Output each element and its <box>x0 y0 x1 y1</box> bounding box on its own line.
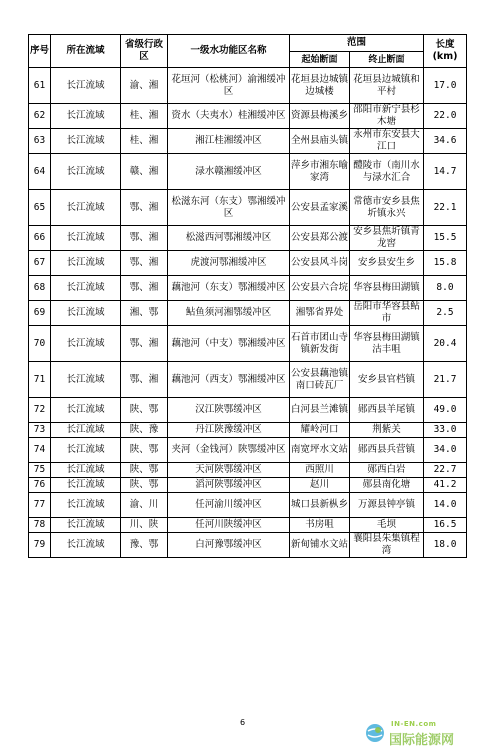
table-row <box>29 226 467 251</box>
cell-basin: 长江流域 <box>51 362 121 398</box>
cell-zone-name: 夹河（金钱河）陕鄂缓冲区 <box>168 438 290 463</box>
cell-length: 22.0 <box>424 104 467 129</box>
cell-no: 66 <box>29 226 51 251</box>
watermark-url: IN-EN.com <box>391 720 437 728</box>
header-start-section: 起始断面 <box>290 52 350 68</box>
cell-zone-name: 滔河陕鄂缓冲区 <box>168 478 290 493</box>
cell-no: 63 <box>29 129 51 154</box>
table-row <box>29 493 467 518</box>
cell-province: 陕、豫 <box>121 423 168 438</box>
cell-start-section: 书房咀 <box>290 518 350 533</box>
cell-no: 62 <box>29 104 51 129</box>
cell-zone-name: 资水（夫夷水）桂湘缓冲区 <box>168 104 290 129</box>
cell-province: 鄂、湘 <box>121 276 168 301</box>
cell-length: 20.4 <box>424 326 467 362</box>
cell-end-section: 花垣县边城镇和平村 <box>350 68 424 104</box>
header-province: 省级行政区 <box>121 35 168 68</box>
cell-no: 77 <box>29 493 51 518</box>
cell-end-section: 永州市东安县大江口 <box>350 129 424 154</box>
water-function-zone-table <box>28 34 467 558</box>
cell-end-section: 郧西县羊尾镇 <box>350 398 424 423</box>
cell-basin: 长江流域 <box>51 326 121 362</box>
cell-basin: 长江流域 <box>51 301 121 326</box>
cell-zone-name: 松滋东河（东支）鄂湘缓冲区 <box>168 190 290 226</box>
table-body <box>29 68 467 558</box>
table-row <box>29 463 467 478</box>
cell-province: 鄂、湘 <box>121 226 168 251</box>
cell-basin: 长江流域 <box>51 154 121 190</box>
cell-province: 陕、鄂 <box>121 463 168 478</box>
cell-basin: 长江流域 <box>51 533 121 558</box>
cell-basin: 长江流域 <box>51 398 121 423</box>
cell-end-section: 万源县钟亭镇 <box>350 493 424 518</box>
cell-end-section: 襄阳县朱集镇程湾 <box>350 533 424 558</box>
cell-no: 73 <box>29 423 51 438</box>
globe-logo-icon <box>365 723 385 743</box>
table-row <box>29 478 467 493</box>
cell-zone-name: 任河川陕缓冲区 <box>168 518 290 533</box>
header-range: 范围 <box>290 35 424 52</box>
cell-no: 68 <box>29 276 51 301</box>
cell-basin: 长江流域 <box>51 438 121 463</box>
cell-zone-name: 松滋西河鄂湘缓冲区 <box>168 226 290 251</box>
cell-no: 65 <box>29 190 51 226</box>
cell-no: 64 <box>29 154 51 190</box>
cell-basin: 长江流域 <box>51 493 121 518</box>
cell-zone-name: 藕池河（东支）鄂湘缓冲区 <box>168 276 290 301</box>
header-zone-name: 一级水功能区名称 <box>168 35 290 68</box>
cell-zone-name: 任河渝川缓冲区 <box>168 493 290 518</box>
table-row <box>29 362 467 398</box>
cell-end-section: 安乡县官档镇 <box>350 362 424 398</box>
cell-no: 79 <box>29 533 51 558</box>
cell-start-section: 萍乡市湘东喻家湾 <box>290 154 350 190</box>
cell-basin: 长江流域 <box>51 251 121 276</box>
cell-start-section: 花垣县边城镇边城楼 <box>290 68 350 104</box>
cell-no: 76 <box>29 478 51 493</box>
cell-basin: 长江流域 <box>51 276 121 301</box>
cell-length: 8.0 <box>424 276 467 301</box>
cell-start-section: 公安县藕池镇南口砖瓦厂 <box>290 362 350 398</box>
cell-province: 陕、鄂 <box>121 398 168 423</box>
cell-length: 18.0 <box>424 533 467 558</box>
cell-start-section: 白河县兰滩镇 <box>290 398 350 423</box>
cell-province: 桂、湘 <box>121 129 168 154</box>
cell-end-section: 邵阳市新宁县杉木塘 <box>350 104 424 129</box>
cell-end-section: 岳阳市华容县鲇市 <box>350 301 424 326</box>
cell-basin: 长江流域 <box>51 423 121 438</box>
cell-basin: 长江流域 <box>51 129 121 154</box>
cell-province: 渝、湘 <box>121 68 168 104</box>
cell-province: 湘、鄂 <box>121 301 168 326</box>
table-row <box>29 438 467 463</box>
cell-no: 72 <box>29 398 51 423</box>
cell-no: 70 <box>29 326 51 362</box>
cell-end-section: 华容县梅田湖镇沽丰咀 <box>350 326 424 362</box>
cell-start-section: 湘鄂省界处 <box>290 301 350 326</box>
cell-end-section: 华容县梅田湖镇 <box>350 276 424 301</box>
table-row <box>29 533 467 558</box>
table-row <box>29 301 467 326</box>
cell-no: 67 <box>29 251 51 276</box>
table-row <box>29 154 467 190</box>
cell-start-section: 公安县六合垸 <box>290 276 350 301</box>
cell-length: 22.1 <box>424 190 467 226</box>
cell-basin: 长江流域 <box>51 226 121 251</box>
cell-no: 71 <box>29 362 51 398</box>
cell-province: 鄂、湘 <box>121 362 168 398</box>
cell-end-section: 安乡县焦圻镇青龙窖 <box>350 226 424 251</box>
cell-zone-name: 天河陕鄂缓冲区 <box>168 463 290 478</box>
cell-start-section: 公安县孟家溪 <box>290 190 350 226</box>
cell-length: 17.0 <box>424 68 467 104</box>
cell-length: 41.2 <box>424 478 467 493</box>
cell-zone-name: 花垣河（松桃河）渝湘缓冲区 <box>168 68 290 104</box>
cell-length: 15.5 <box>424 226 467 251</box>
cell-zone-name: 藕池河（中支）鄂湘缓冲区 <box>168 326 290 362</box>
cell-length: 34.6 <box>424 129 467 154</box>
table-row <box>29 190 467 226</box>
cell-end-section: 郧县南化塘 <box>350 478 424 493</box>
cell-end-section: 荆紫关 <box>350 423 424 438</box>
site-watermark <box>365 720 475 746</box>
header-end-section: 终止断面 <box>350 52 424 68</box>
cell-length: 22.7 <box>424 463 467 478</box>
cell-province: 陕、鄂 <box>121 478 168 493</box>
cell-start-section: 公安县郑公渡 <box>290 226 350 251</box>
cell-start-section: 西照川 <box>290 463 350 478</box>
cell-zone-name: 藕池河（西支）鄂湘缓冲区 <box>168 362 290 398</box>
watermark-name: 国际能源网 <box>389 733 455 748</box>
cell-end-section: 醴陵市（南川水与渌水汇合 <box>350 154 424 190</box>
cell-length: 49.0 <box>424 398 467 423</box>
cell-province: 鄂、湘 <box>121 326 168 362</box>
cell-length: 14.7 <box>424 154 467 190</box>
cell-start-section: 公安县风斗岗 <box>290 251 350 276</box>
cell-start-section: 城口县新枞乡 <box>290 493 350 518</box>
cell-zone-name: 鲇鱼须河湘鄂缓冲区 <box>168 301 290 326</box>
table-row <box>29 129 467 154</box>
table-row <box>29 68 467 104</box>
cell-province: 桂、湘 <box>121 104 168 129</box>
cell-length: 21.7 <box>424 362 467 398</box>
page-number: 6 <box>239 718 246 727</box>
cell-length: 16.5 <box>424 518 467 533</box>
cell-basin: 长江流域 <box>51 478 121 493</box>
cell-basin: 长江流域 <box>51 518 121 533</box>
cell-no: 69 <box>29 301 51 326</box>
cell-province: 渝、川 <box>121 493 168 518</box>
table-row <box>29 326 467 362</box>
table-row <box>29 251 467 276</box>
cell-province: 豫、鄂 <box>121 533 168 558</box>
cell-zone-name: 白河豫鄂缓冲区 <box>168 533 290 558</box>
cell-province: 川、陕 <box>121 518 168 533</box>
cell-end-section: 安乡县安生乡 <box>350 251 424 276</box>
cell-start-section: 耀岭河口 <box>290 423 350 438</box>
cell-start-section: 石首市团山寺镇新发街 <box>290 326 350 362</box>
cell-length: 2.5 <box>424 301 467 326</box>
cell-basin: 长江流域 <box>51 68 121 104</box>
cell-length: 15.8 <box>424 251 467 276</box>
header-length: 长度(km) <box>424 35 467 68</box>
cell-no: 78 <box>29 518 51 533</box>
cell-start-section: 全州县庙头镇 <box>290 129 350 154</box>
cell-basin: 长江流域 <box>51 190 121 226</box>
cell-province: 陕、鄂 <box>121 438 168 463</box>
cell-zone-name: 汉江陕鄂缓冲区 <box>168 398 290 423</box>
table-row <box>29 104 467 129</box>
cell-length: 33.0 <box>424 423 467 438</box>
cell-length: 34.0 <box>424 438 467 463</box>
header-no: 序号 <box>29 35 51 68</box>
cell-no: 75 <box>29 463 51 478</box>
cell-zone-name: 虎渡河鄂湘缓冲区 <box>168 251 290 276</box>
cell-end-section: 毛坝 <box>350 518 424 533</box>
cell-basin: 长江流域 <box>51 463 121 478</box>
cell-start-section: 赵川 <box>290 478 350 493</box>
table-row <box>29 518 467 533</box>
table-row <box>29 398 467 423</box>
cell-no: 74 <box>29 438 51 463</box>
cell-start-section: 南宽坪水文站 <box>290 438 350 463</box>
cell-basin: 长江流域 <box>51 104 121 129</box>
header-basin: 所在流域 <box>51 35 121 68</box>
cell-end-section: 郧西县兵营镇 <box>350 438 424 463</box>
cell-province: 鄂、湘 <box>121 190 168 226</box>
cell-zone-name: 湘江桂湘缓冲区 <box>168 129 290 154</box>
cell-start-section: 新甸铺水文站 <box>290 533 350 558</box>
cell-length: 14.0 <box>424 493 467 518</box>
cell-zone-name: 渌水赣湘缓冲区 <box>168 154 290 190</box>
table-row <box>29 423 467 438</box>
cell-end-section: 郧西白岩 <box>350 463 424 478</box>
cell-start-section: 资源县梅溪乡 <box>290 104 350 129</box>
cell-province: 赣、湘 <box>121 154 168 190</box>
cell-zone-name: 丹江陕豫缓冲区 <box>168 423 290 438</box>
cell-no: 61 <box>29 68 51 104</box>
cell-end-section: 常德市安乡县焦圻镇永兴 <box>350 190 424 226</box>
cell-province: 鄂、湘 <box>121 251 168 276</box>
table-row <box>29 276 467 301</box>
